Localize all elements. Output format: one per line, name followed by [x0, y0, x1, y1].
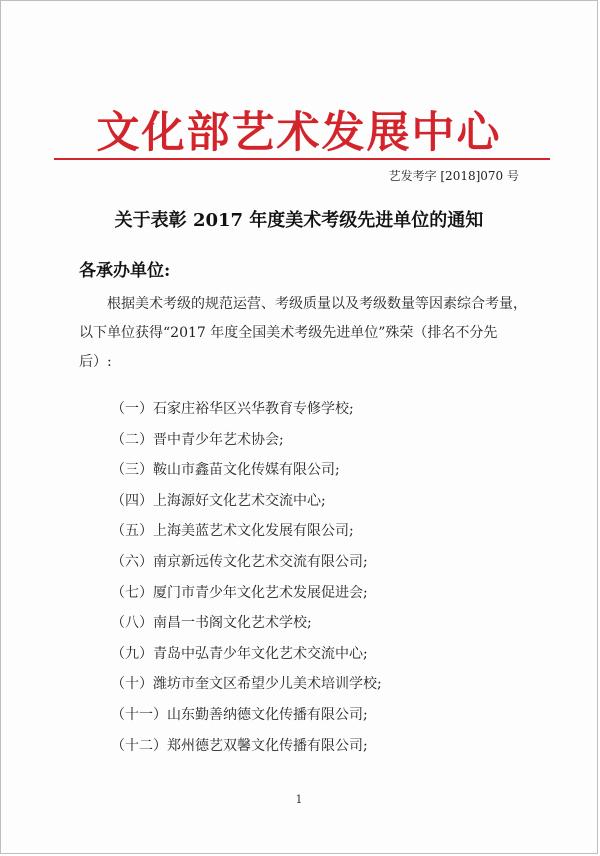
- list-item: （七）厦门市青少年文化艺术发展促进会;: [111, 584, 368, 601]
- letterhead-title: 文化部艺术发展中心: [96, 108, 502, 158]
- list-item: （六）南京新远传文化艺术交流有限公司;: [111, 553, 368, 570]
- page-number: 1: [295, 793, 303, 806]
- awarded-units-list: [111, 399, 382, 766]
- list-item: （五）上海美蓝艺术文化发展有限公司;: [111, 523, 354, 540]
- list-item: （十二）郑州德艺双馨文化传播有限公司;: [111, 737, 368, 754]
- list-item: （十一）山东勤善纳德文化传播有限公司;: [111, 706, 368, 723]
- letterhead-red-rule: [54, 158, 550, 160]
- intro-paragraph: 根据美术考级的规范运营、考级质量以及考级数量等因素综合考量，以下单位获得“2017 年度全国美术考级先进单位”殊荣（排名不分先后）:: [79, 296, 527, 370]
- list-item: （二）晋中青少年艺术协会;: [111, 431, 284, 448]
- list-item: （九）青岛中弘青少年文化艺术交流中心;: [111, 645, 368, 662]
- list-item: （四）上海源好文化艺术交流中心;: [111, 492, 326, 509]
- notice-title: 关于表彰 2017 年度美术考级先进单位的通知: [114, 210, 484, 231]
- list-item: （三）鞍山市鑫苗文化传媒有限公司;: [111, 462, 340, 479]
- list-item: （一）石家庄裕华区兴华教育专修学校;: [111, 401, 354, 417]
- document-number: 艺发考字 [2018]070 号: [388, 169, 519, 183]
- salutation: 各承办单位:: [79, 261, 171, 281]
- list-item: （十）潍坊市奎文区希望少儿美术培训学校;: [111, 676, 382, 693]
- list-item: （八）南昌一书阁文化艺术学校;: [111, 615, 312, 632]
